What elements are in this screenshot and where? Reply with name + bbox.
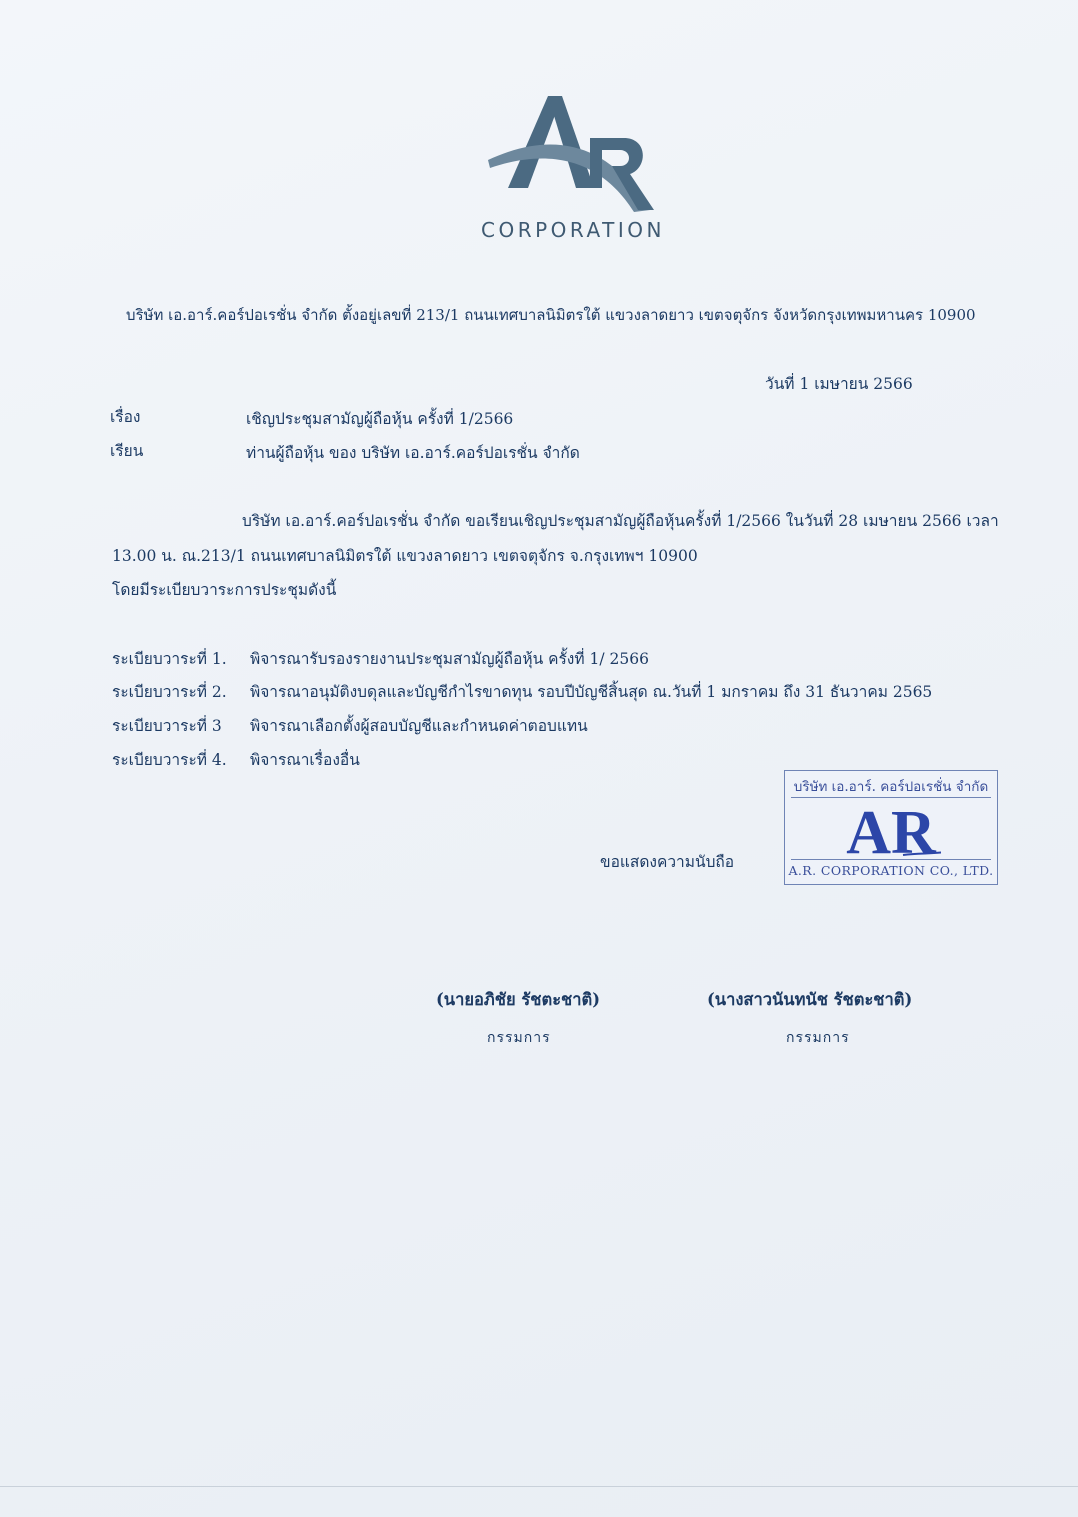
- company-stamp: [784, 770, 998, 885]
- logo-caption: CORPORATION: [481, 218, 665, 242]
- signatory-2-name: (นางสาวนันทนัช รัชตะชาติ): [707, 990, 913, 1009]
- subject-text: เชิญประชุมสามัญผู้ถือหุ้น ครั้งที่ 1/2566: [246, 410, 514, 428]
- agenda-text-2: พิจารณาอนุมัติงบดุลและบัญชีกำไรขาดทุน รอบปีบัญชีสิ้นสุด ณ.วันที่ 1 มกราคม ถึง 31 ธันวาคม 2565: [250, 683, 933, 701]
- body-line-3: โดยมีระเบียบวาระการประชุมดังนี้: [112, 581, 337, 599]
- stamp-divider-bottom: [791, 859, 991, 860]
- agenda-label-2: ระเบียบวาระที่ 2.: [112, 683, 227, 701]
- recipient-text: ท่านผู้ถือหุ้น ของ บริษัท เอ.อาร์.คอร์ปอเรชั่น จำกัด: [246, 444, 580, 462]
- agenda-text-4: พิจารณาเรื่องอื่น: [250, 751, 360, 769]
- signatory-1-name: (นายอภิชัย รัชตะชาติ): [436, 990, 601, 1009]
- stamp-mark-text: AR: [846, 799, 936, 859]
- signatory-1-role: กรรมการ: [487, 1030, 551, 1046]
- body-line-2: 13.00 น. ณ.213/1 ถนนเทศบาลนิมิตรใต้ แขวงลาดยาว เขตจตุจักร จ.กรุงเทพฯ 10900: [112, 547, 698, 565]
- signatory-2-role: กรรมการ: [786, 1030, 850, 1046]
- stamp-top-text: บริษัท เอ.อาร์. คอร์ปอเรชั่น จำกัด: [793, 779, 989, 795]
- company-address: บริษัท เอ.อาร์.คอร์ปอเรชั่น จำกัด ตั้งอยู่เลขที่ 213/1 ถนนเทศบาลนิมิตรใต้ แขวงลาดยาว เขตจตุจักร จังหวัดกรุงเทพมหานคร 10900: [126, 306, 976, 324]
- agenda-label-3: ระเบียบวาระที่ 3: [112, 717, 222, 735]
- agenda-label-4: ระเบียบวาระที่ 4.: [112, 751, 227, 769]
- closing-text: ขอแสดงความนับถือ: [600, 853, 735, 871]
- agenda-text-1: พิจารณารับรองรายงานประชุมสามัญผู้ถือหุ้น ครั้งที่ 1/ 2566: [250, 650, 649, 668]
- paper-edge: [0, 1486, 1078, 1487]
- subject-label: เรื่อง: [110, 408, 141, 426]
- stamp-divider: [791, 797, 991, 798]
- stamp-ar-mark: [841, 799, 941, 859]
- company-logo: [478, 92, 668, 242]
- letter-date: วันที่ 1 เมษายน 2566: [765, 375, 913, 393]
- agenda-text-3: พิจารณาเลือกตั้งผู้สอบบัญชีและกำหนดค่าตอบแทน: [250, 717, 588, 735]
- body-line-1: บริษัท เอ.อาร์.คอร์ปอเรชั่น จำกัด ขอเรียนเชิญประชุมสามัญผู้ถือหุ้นครั้งที่ 1/2566 ในวันที่ 28 เมษายน 2566 เวลา: [242, 512, 999, 530]
- ar-logo-mark: [478, 92, 668, 218]
- recipient-label: เรียน: [110, 442, 144, 460]
- stamp-bottom-text: A.R. CORPORATION CO., LTD.: [788, 863, 994, 878]
- agenda-label-1: ระเบียบวาระที่ 1.: [112, 650, 227, 668]
